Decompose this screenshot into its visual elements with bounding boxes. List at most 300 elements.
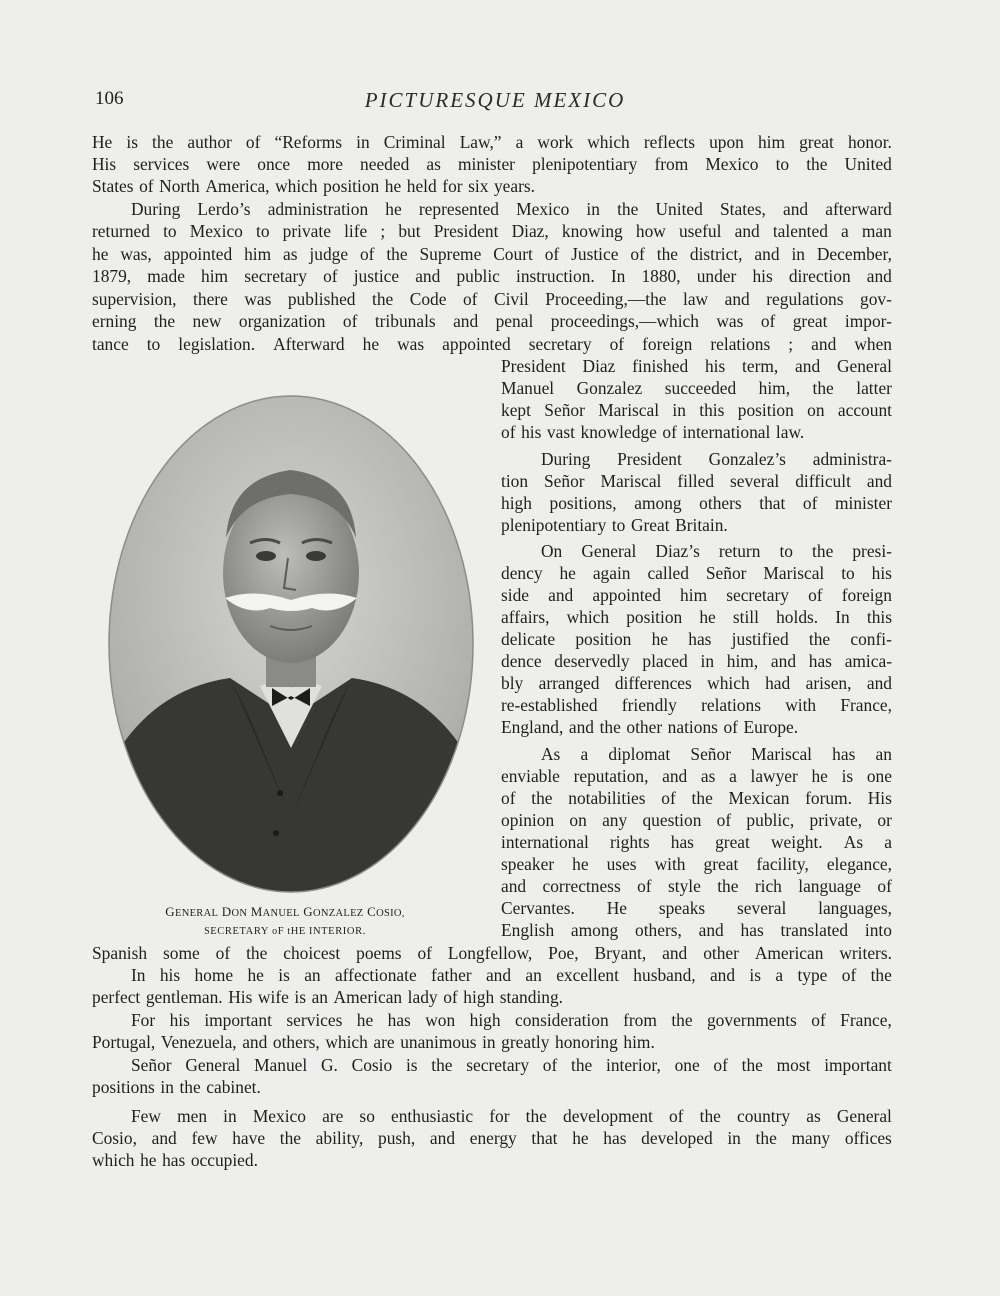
word: Mariscal — [598, 400, 660, 420]
word: legislation. — [178, 334, 256, 354]
word: high — [501, 493, 532, 513]
word: Mexico — [252, 1106, 306, 1126]
word: delicate — [501, 629, 556, 649]
word: has — [162, 1150, 186, 1170]
word: of — [811, 1010, 826, 1030]
text-line — [541, 448, 892, 470]
word: great — [792, 311, 828, 331]
text-line — [92, 1076, 892, 1098]
word: elegance, — [826, 854, 892, 874]
word: of — [462, 289, 478, 309]
text-line — [501, 606, 892, 628]
word: Mexico — [516, 199, 570, 219]
word: a — [729, 766, 737, 786]
word: American — [754, 943, 824, 963]
word: is — [278, 965, 290, 985]
word: have — [232, 1128, 266, 1148]
word: Mexico — [705, 154, 759, 174]
word: penal — [495, 311, 534, 331]
word: tion — [501, 471, 529, 491]
word: the — [246, 943, 268, 963]
word: is — [294, 987, 306, 1007]
word: the — [599, 717, 621, 737]
word: in — [672, 400, 686, 420]
word: plenipotentiary — [532, 154, 638, 174]
word: services — [286, 1010, 343, 1030]
word: in — [700, 651, 715, 671]
word: His — [228, 987, 253, 1007]
word: rights — [610, 832, 650, 852]
word: on — [807, 400, 825, 420]
word: the — [808, 629, 831, 649]
word: position — [575, 629, 632, 649]
word: there — [193, 289, 228, 309]
word: France, — [840, 1010, 892, 1030]
word: Great — [630, 515, 670, 535]
word: ; — [380, 221, 386, 241]
text-line — [501, 584, 892, 606]
word: a — [841, 221, 849, 241]
word: gentleman. — [145, 987, 223, 1007]
word: one — [866, 766, 892, 786]
word: which — [707, 673, 750, 693]
word: of — [877, 876, 892, 896]
word: ; — [788, 334, 794, 354]
word: standing. — [499, 987, 564, 1007]
word: which — [587, 132, 630, 152]
text-line — [501, 377, 892, 399]
word: developed — [641, 1128, 713, 1148]
word: has — [670, 832, 694, 852]
word: which — [92, 1150, 135, 1170]
word: gov- — [860, 289, 892, 309]
word: United — [844, 154, 892, 174]
word: direction — [788, 266, 851, 286]
word: minister — [457, 154, 515, 174]
word: Manuel — [254, 1055, 308, 1075]
word: enthusiastic — [391, 1106, 474, 1126]
word: once — [257, 154, 291, 174]
word: General — [581, 541, 637, 561]
word: from — [654, 154, 689, 174]
word: when — [854, 334, 892, 354]
text-line — [92, 942, 892, 964]
word: he — [356, 1010, 374, 1030]
word: arranged — [538, 673, 600, 693]
word: great — [715, 832, 750, 852]
word: the — [531, 788, 553, 808]
word: his — [521, 422, 542, 442]
word: ability, — [315, 1128, 364, 1148]
word: consideration — [514, 1010, 609, 1030]
word: Diaz’s — [655, 541, 700, 561]
word: has — [808, 651, 832, 671]
word: represented — [418, 199, 500, 219]
word: was — [397, 334, 425, 354]
word: foreign — [642, 334, 693, 354]
word: that — [759, 493, 786, 513]
portrait-caption-title: GENERAL DON MANUEL GONZALEZ COSIO, — [165, 904, 405, 919]
word: Europe. — [743, 717, 799, 737]
text-line — [92, 265, 892, 287]
word: He — [606, 898, 627, 918]
word: again — [592, 563, 631, 583]
word: confi- — [850, 629, 892, 649]
word: a — [884, 832, 892, 852]
word: American — [333, 987, 403, 1007]
word: His — [867, 788, 892, 808]
word: an — [311, 987, 328, 1007]
text-line — [501, 831, 892, 853]
word: other — [703, 943, 739, 963]
word: interior, — [605, 1055, 661, 1075]
word: question — [642, 810, 702, 830]
word: type — [797, 965, 828, 985]
word: has — [740, 920, 764, 940]
word: and — [568, 717, 594, 737]
word: new — [192, 311, 222, 331]
word: On — [541, 541, 563, 561]
word: 1879, — [92, 266, 132, 286]
portrait-caption-subtitle: SECRETARY oF tHE INTERIOR. — [204, 926, 366, 937]
word: the — [431, 1055, 453, 1075]
word: instruction. — [516, 266, 595, 286]
word: his — [159, 965, 181, 985]
text-line — [501, 694, 892, 716]
word: of — [501, 788, 516, 808]
word: secretary — [528, 334, 592, 354]
word: writers. — [839, 943, 892, 963]
word: rich — [754, 876, 782, 896]
word: poems — [356, 943, 402, 963]
word: he — [572, 1128, 589, 1148]
text-line — [501, 470, 892, 492]
text-line — [92, 220, 892, 242]
word: of — [443, 987, 458, 1007]
text-line — [92, 986, 892, 1008]
word: services — [133, 154, 190, 174]
word: for — [442, 176, 463, 196]
word: a — [515, 132, 524, 152]
word: President — [501, 356, 566, 376]
word: he — [92, 244, 109, 264]
word: Civil — [493, 289, 529, 309]
word: needed — [360, 154, 410, 174]
word: of — [630, 244, 645, 264]
word: few — [191, 1128, 218, 1148]
word: to — [779, 541, 793, 561]
word: he — [811, 766, 828, 786]
word: husband, — [633, 965, 696, 985]
word: that — [531, 1128, 558, 1148]
word: to — [775, 154, 790, 174]
word: kept — [501, 400, 531, 420]
word: published — [287, 289, 356, 309]
word: Mexico — [189, 221, 243, 241]
text-line — [92, 1149, 892, 1171]
word: he — [651, 629, 669, 649]
word: great — [799, 132, 834, 152]
word: Gonzalez — [576, 378, 643, 398]
word: He — [92, 132, 113, 152]
word: finished — [632, 356, 689, 376]
word: affectionate — [334, 965, 417, 985]
word: States, — [719, 199, 766, 219]
word: During — [131, 199, 181, 219]
word: of — [139, 176, 154, 196]
word: Criminal — [383, 132, 446, 152]
word: As — [541, 744, 561, 764]
word: he — [572, 854, 589, 874]
word: men — [177, 1106, 208, 1126]
word: dency — [501, 563, 543, 583]
word: erning — [92, 311, 137, 331]
word: For — [131, 1010, 156, 1030]
word: as — [283, 244, 298, 264]
word: the — [656, 244, 678, 264]
text-line — [501, 562, 892, 584]
word: and — [415, 266, 441, 286]
word: account — [837, 400, 892, 420]
word: facility, — [756, 854, 809, 874]
word: afterward — [825, 199, 892, 219]
word: cabinet. — [206, 1077, 261, 1097]
word: work — [537, 132, 574, 152]
word: of — [501, 422, 516, 442]
word: Gonzalez’s — [708, 449, 786, 469]
word: and — [698, 920, 724, 940]
word: relations — [701, 695, 761, 715]
word: Mariscal — [600, 471, 662, 491]
word: lawyer — [750, 766, 798, 786]
word: are — [322, 1106, 344, 1126]
text-line — [541, 743, 892, 765]
word: appointed — [592, 585, 661, 605]
word: father — [431, 965, 472, 985]
word: December, — [816, 244, 892, 264]
word: and — [709, 965, 736, 985]
word: won — [425, 1010, 456, 1030]
word: United — [655, 199, 703, 219]
page-number: 106 — [95, 88, 124, 109]
word: which — [566, 607, 610, 627]
word: greatly — [501, 1032, 550, 1052]
word: to — [163, 221, 177, 241]
word: home — [194, 965, 234, 985]
word: Poe, — [548, 943, 579, 963]
word: this — [699, 400, 725, 420]
word: but — [398, 221, 421, 241]
word: returned — [92, 221, 150, 241]
word: enviable — [501, 766, 560, 786]
word: vast — [546, 422, 575, 442]
word: justified — [731, 629, 789, 649]
word: positions — [92, 1077, 155, 1097]
word: were — [206, 154, 241, 174]
word: judge — [309, 244, 349, 264]
word: General — [836, 356, 892, 376]
word: filled — [677, 471, 715, 491]
word: placed — [642, 651, 688, 671]
word: “Reforms — [274, 132, 343, 152]
word: and — [811, 334, 837, 354]
word: of — [716, 810, 732, 830]
word: and — [770, 651, 797, 671]
word: secretary — [244, 266, 307, 286]
word: and — [754, 244, 780, 264]
word: regulations — [766, 289, 844, 309]
word: any — [602, 810, 628, 830]
word: talented — [772, 221, 828, 241]
word: position — [737, 400, 794, 420]
word: affairs, — [501, 607, 550, 627]
word: 1880, — [641, 266, 681, 286]
word: the — [691, 788, 713, 808]
word: the — [617, 199, 639, 219]
word: the — [812, 378, 834, 398]
word: he — [559, 563, 576, 583]
word: nations — [667, 717, 718, 737]
text-line — [92, 333, 892, 355]
word: for — [489, 1106, 510, 1126]
text-line — [92, 288, 892, 310]
word: he — [140, 1150, 157, 1170]
word: Spanish — [92, 943, 148, 963]
word: more — [307, 154, 343, 174]
page-header — [95, 88, 895, 118]
word: called — [647, 563, 689, 583]
word: of — [323, 266, 338, 286]
word: he — [384, 176, 402, 196]
word: public, — [746, 810, 795, 830]
word: administration — [267, 199, 369, 219]
word: and — [151, 1128, 177, 1148]
word: to — [255, 221, 270, 241]
word: Señor — [705, 563, 747, 583]
word: In — [131, 965, 146, 985]
word: of — [802, 493, 818, 513]
word: an — [525, 965, 542, 985]
word: General — [185, 1055, 241, 1075]
word: As — [843, 832, 864, 852]
word: Señor — [690, 744, 731, 764]
word: His — [92, 154, 117, 174]
word: and — [795, 356, 821, 376]
word: proceedings,—which — [550, 311, 699, 331]
word: to — [146, 334, 161, 354]
word: as — [426, 154, 441, 174]
word: Code — [409, 289, 447, 309]
word: in — [727, 1128, 741, 1148]
word: still — [732, 607, 759, 627]
word: one — [674, 1055, 700, 1075]
word: an — [875, 744, 892, 764]
word: administra- — [812, 449, 892, 469]
word: the — [179, 1077, 201, 1097]
word: of — [662, 422, 677, 442]
word: private — [282, 221, 331, 241]
word: England, — [501, 717, 564, 737]
word: the — [571, 1055, 593, 1075]
word: is — [841, 766, 854, 786]
word: and — [866, 673, 892, 693]
word: made — [147, 266, 185, 286]
word: the — [741, 1055, 763, 1075]
word: push, — [378, 1128, 416, 1148]
word: in — [586, 199, 600, 219]
word: of — [668, 1106, 684, 1126]
word: opinion — [501, 810, 555, 830]
word: the — [525, 1106, 547, 1126]
text-line — [501, 875, 892, 897]
word: as — [700, 766, 716, 786]
word: differences — [614, 673, 692, 693]
word: Portugal, — [92, 1032, 156, 1052]
word: to — [611, 515, 626, 535]
word: amica- — [844, 651, 892, 671]
word: Court — [493, 244, 533, 264]
word: his — [871, 563, 892, 583]
word: Justice — [571, 244, 619, 264]
word: offices — [844, 1128, 892, 1148]
word: among — [634, 493, 682, 513]
word: Few — [131, 1106, 161, 1126]
word: with — [654, 854, 686, 874]
word: Cosio, — [92, 1128, 137, 1148]
word: of — [637, 876, 652, 896]
word: Lerdo’s — [197, 199, 251, 219]
word: the — [717, 876, 739, 896]
word: of — [841, 965, 857, 985]
word: side — [501, 585, 530, 605]
word: style — [667, 876, 701, 896]
word: had — [765, 673, 791, 693]
word: the — [279, 1128, 301, 1148]
word: is — [749, 965, 762, 985]
word: choicest — [283, 943, 341, 963]
word: is — [126, 132, 138, 152]
word: friendly — [621, 695, 677, 715]
word: foreign — [841, 585, 892, 605]
word: was, — [120, 244, 152, 264]
word: States — [92, 176, 134, 196]
word: Mariscal — [763, 563, 825, 583]
word: important — [824, 1055, 892, 1075]
word: languages, — [818, 898, 892, 918]
word: tribunals — [374, 311, 436, 331]
word: of — [723, 717, 738, 737]
word: other — [626, 717, 663, 737]
word: and — [783, 199, 809, 219]
word: him, — [726, 651, 759, 671]
word: the — [153, 311, 176, 331]
word: re-established — [501, 695, 598, 715]
word: of — [542, 1055, 558, 1075]
word: language — [798, 876, 862, 896]
word: others — [699, 493, 742, 513]
word: in — [791, 244, 805, 264]
word: of — [342, 311, 358, 331]
word: of — [808, 585, 823, 605]
word: English — [501, 920, 555, 940]
word: has — [688, 629, 712, 649]
word: into — [864, 920, 892, 940]
text-line — [501, 672, 892, 694]
text-line — [92, 153, 892, 175]
text-line — [501, 853, 892, 875]
word: a — [775, 965, 784, 985]
word: honor. — [847, 132, 892, 152]
